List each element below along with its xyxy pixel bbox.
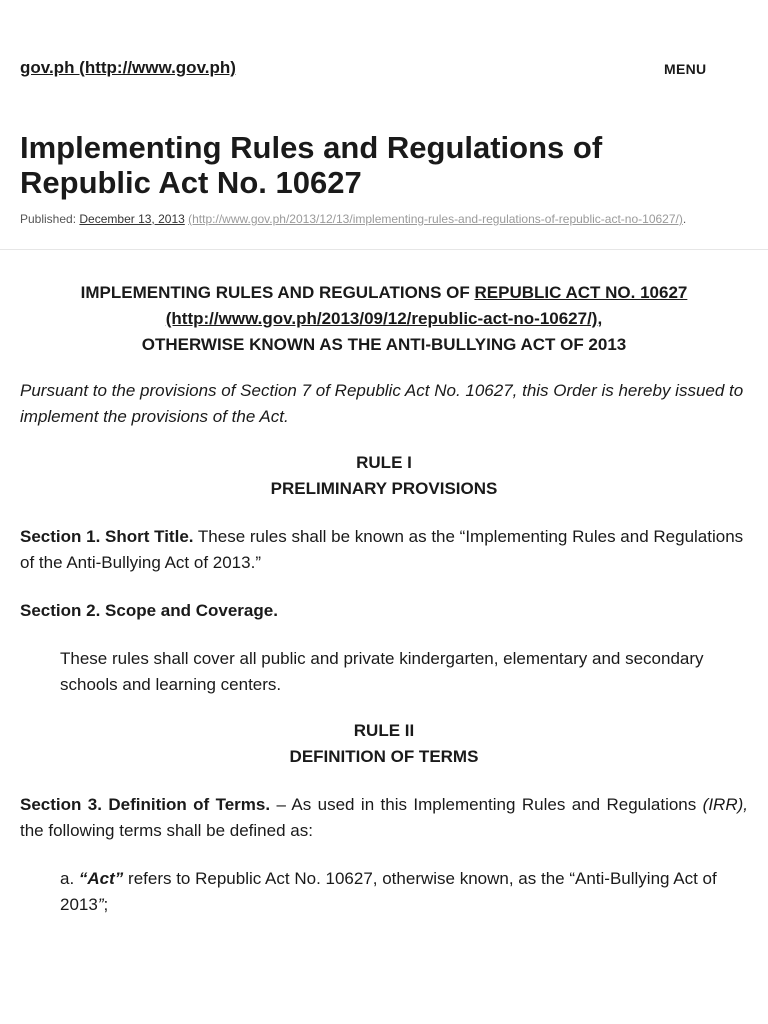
published-end: . (682, 212, 687, 226)
heading-subtitle: OTHERWISE KNOWN AS THE ANTI-BULLYING ACT OF 2013 (141, 335, 627, 354)
published-date-link[interactable]: December 13, 2013 (79, 212, 185, 226)
header-divider (0, 249, 768, 250)
rule-1-number: RULE I (356, 453, 412, 472)
definition-item-a (20, 866, 748, 918)
article-body (0, 280, 768, 918)
rule-1-name: PRELIMINARY PROVISIONS (270, 479, 498, 498)
section-2 (20, 598, 748, 624)
section-3 (20, 792, 748, 844)
published-label: Published: (20, 212, 77, 226)
published-url-link[interactable]: (http://www.gov.ph/2013/12/13/implementing-rules-and-regulations-of-republic-act-no-10627/) (188, 212, 683, 226)
section-1 (20, 524, 748, 576)
heading-link-suffix: , (597, 309, 603, 328)
section-2-text: These rules shall cover all public and private kindergarten, elementary and secondary schools and learning centers. (60, 649, 704, 694)
item-a-marker: a. (60, 869, 79, 888)
section-2-title: Section 2. Scope and Coverage. (20, 601, 278, 620)
heading-prefix: IMPLEMENTING RULES AND REGULATIONS OF (80, 283, 475, 302)
section-3-title: Section 3. Definition of Terms. (20, 795, 271, 814)
rule-2-name: DEFINITION OF TERMS (289, 747, 479, 766)
document-heading (20, 280, 748, 358)
republic-act-link[interactable]: REPUBLIC ACT NO. 10627 (http://www.gov.ph/2013/09/12/republic-act-no-10627/) (165, 283, 688, 328)
site-header (0, 0, 768, 108)
section-3-irr: (IRR), (702, 795, 748, 814)
site-home-link[interactable]: gov.ph (http://www.gov.ph) (20, 58, 236, 77)
rule-2-number: RULE II (353, 721, 415, 740)
menu-button[interactable]: MENU (664, 61, 707, 77)
rule-1-heading (20, 450, 748, 502)
item-a-end: ; (103, 895, 109, 914)
page-title: Implementing Rules and Regulations of Republic Act No. 10627 (20, 130, 603, 200)
rule-2-heading (20, 718, 748, 770)
section-3-text-a: – As used in this Implementing Rules and Regulations (270, 795, 703, 814)
intro-paragraph: Pursuant to the provisions of Section 7 of Republic Act No. 10627, this Order is hereby issued to implement the provisions of the Act. (20, 381, 744, 426)
item-a-term: “Act” (78, 869, 124, 888)
section-1-title: Section 1. Short Title. (20, 527, 194, 546)
section-1-text: These rules shall be known as the “Implementing Rules and Regulations of the Anti-Bullying Act of 2013.” (20, 527, 744, 572)
item-a-text: refers to Republic Act No. 10627, otherwise known, as the “Anti-Bullying Act of 2013 (60, 869, 717, 914)
section-3-text-b: the following terms shall be defined as: (20, 821, 313, 840)
published-meta (0, 213, 768, 225)
item-a-close-quote: ” (97, 895, 104, 914)
